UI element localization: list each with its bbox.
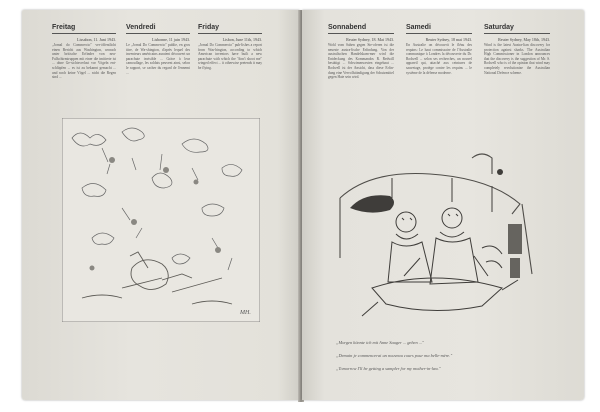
column-dateline: Lissabon, 11. Juni 1943. [77,37,116,42]
column-body: „Jornal Do Commercio" pub-lishes a report from Was-hington, according to which American inventors have built a new parachute with which the "don't shoot me" winged effect ... it otherwise pretends it may be flying. [198,43,263,70]
caption-english: „Tomorrow I'll be getting a sampler for my mother-in-law." [336,366,441,371]
parachute-cartoon [62,118,260,322]
column-heading: Samedi [406,24,472,34]
right-page [302,10,584,400]
column-dateline: Reuter Sydney, 18 mai 1943. [425,37,472,42]
magazine-spread [22,10,584,402]
column-heading: Saturday [484,24,550,34]
column-sonnabend [328,24,394,80]
parachute-cartoon-drawing [62,118,260,322]
column-dateline: Reuter Sydney, 18. Mai 1943. [346,37,394,42]
column-friday [198,24,262,71]
cartoon-signature: MH. [240,310,251,316]
column-body: Wind is the latest Austra-lian discovery for protection against sharks. The Australian High Commissioner in London announces that the discovery is the suggestion of Mr. S. Rodwell who is of the opinion that wind may completely revolutionize the Australian National Defence scheme. [484,43,550,75]
column-saturday [484,24,550,75]
caption-french: „Demain je commencerai un nouveau cours pour ma belle-mère." [336,353,453,358]
column-heading: Vendredi [126,24,190,34]
column-body: En Australie on découvrit le fléau des requins: Le haut commissaire de l'Australie communique à Londres la découverte du Dr. Rodwell ... selon ses recherches, un nouvel appareil qui, attaché aux ceintures de sauvetage, protège contre les requins ... le système de la défense moderne. [406,43,472,75]
column-dateline: Lisbon, June 11th, 1943. [222,37,262,42]
column-body: Le „Jornal Do Commercio" publie, en gros titre, de Wa-shington, d'après lequel des inventeurs américains auraient découvert un parachute invisible ... Gräce à leur camouflage, les soldats peuvent ainsi, selon le rapport, se cacher du regard de l'ennemi ... [126,43,190,75]
column-dateline: Lisbonne, 11 juin 1943. [152,37,190,42]
column-body: „Jornal do Commercio" ver-öffentlicht einen Bericht aus Washington, wonach unter britische Erfinder von neu-Fallschirmtruppen mit einer die imitierte ist ... ohne Ge-sichtsverlust vor Vögeln ent-schlüpfen ... es ist zu bekannt gemacht ... und noch keine Vögel ... nicht die Regen sind ... [52,43,116,80]
column-freitag [52,24,116,80]
left-page [22,10,300,400]
column-dateline: Reuter Sydney, May 18th, 1943. [498,37,550,42]
column-vendredi [126,24,190,75]
caption-block [336,340,566,371]
caption-german: „Morgen könnte ich mit Anne Sauger ... gehen ..." [336,340,424,345]
column-body: Wohl vom Sahen gegen Sie-oferen ist die neueste austra-lische Erfindung. Von der australischen Handelskam-mer wird die Entdeckung des Kommandos R. Redwill bestätigt ... Schwimmwesten eingebaut ... Rodwell ist der Ansicht, dass diese Erfin-dung eine Vervollständigung der Schutzmittel gegen Haie sein wird. [328,43,394,80]
column-heading: Friday [198,24,262,34]
column-samedi [406,24,472,75]
column-heading: Sonnabend [328,24,394,34]
shark-cartoon [332,138,544,328]
column-heading: Freitag [52,24,116,34]
shark-cartoon-drawing [332,138,544,328]
